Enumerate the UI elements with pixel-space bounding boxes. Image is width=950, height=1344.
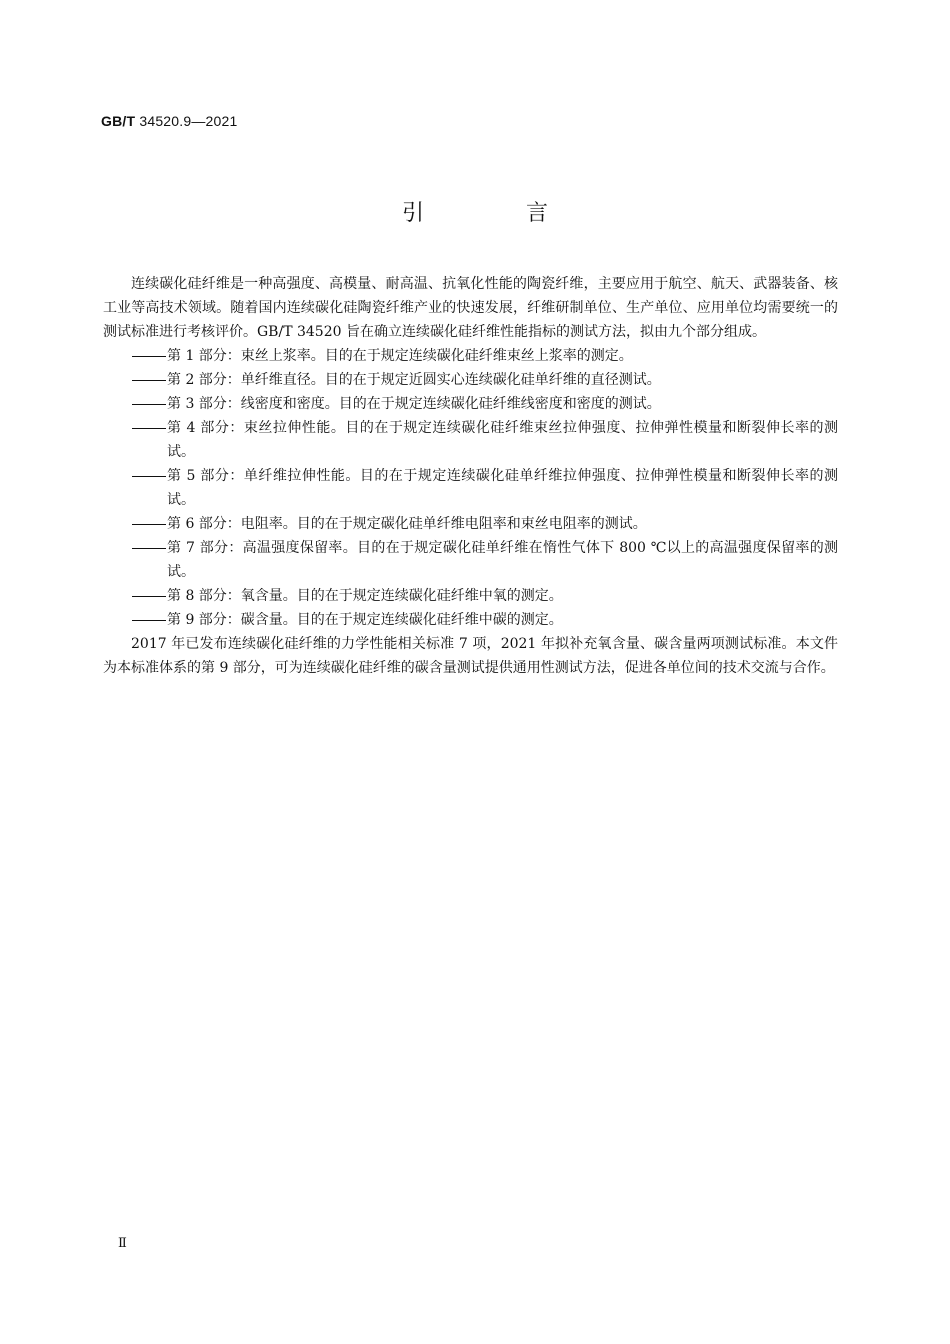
list-item xyxy=(103,344,838,368)
document-body xyxy=(103,272,838,680)
list-item xyxy=(103,368,838,392)
list-item xyxy=(103,464,838,512)
list-item-text: 第 4 部分：束丝拉伸性能。目的在于规定连续碳化硅纤维束丝拉伸强度、拉伸弹性模量和断裂伸长率的测试。 xyxy=(167,420,838,460)
list-item-text: 第 3 部分：线密度和密度。目的在于规定连续碳化硅纤维线密度和密度的测试。 xyxy=(167,396,661,412)
list-item-text: 第 6 部分：电阻率。目的在于规定碳化硅单纤维电阻率和束丝电阻率的测试。 xyxy=(167,516,647,532)
list-item xyxy=(103,416,838,464)
list-item-text: 第 1 部分：束丝上浆率。目的在于规定连续碳化硅纤维束丝上浆率的测定。 xyxy=(167,348,633,364)
standard-number: 34520.9—2021 xyxy=(139,113,238,129)
list-item-text: 第 8 部分：氧含量。目的在于规定连续碳化硅纤维中氧的测定。 xyxy=(167,588,563,604)
standard-prefix: GB/T xyxy=(101,113,136,129)
list-item-text: 第 7 部分：高温强度保留率。目的在于规定碳化硅单纤维在惰性气体下 800 ℃以上的高温强度保留率的测试。 xyxy=(167,540,838,580)
list-item xyxy=(103,392,838,416)
parts-list xyxy=(103,344,838,632)
list-item xyxy=(103,584,838,608)
page-number: Ⅱ xyxy=(118,1236,127,1251)
standard-code xyxy=(101,113,238,129)
intro-paragraph: 连续碳化硅纤维是一种高强度、高模量、耐高温、抗氧化性能的陶瓷纤维，主要应用于航空、航天、武器装备、核工业等高技术领域。随着国内连续碳化硅陶瓷纤维产业的快速发展，纤维研制单位、生产单位、应用单位均需要统一的测试标准进行考核评价。GB/T 34520 旨在确立连续碳化硅纤维性能指标的测试方法，拟由九个部分组成。 xyxy=(103,276,838,340)
list-item-text: 第 5 部分：单纤维拉伸性能。目的在于规定连续碳化硅单纤维拉伸强度、拉伸弹性模量和断裂伸长率的测试。 xyxy=(167,468,838,508)
list-item-text: 第 2 部分：单纤维直径。目的在于规定近圆实心连续碳化硅单纤维的直径测试。 xyxy=(167,372,661,388)
closing-paragraph: 2017 年已发布连续碳化硅纤维的力学性能相关标准 7 项，2021 年拟补充氧含量、碳含量两项测试标准。本文件为本标准体系的第 9 部分，可为连续碳化硅纤维的碳含量测试提供通用性测试方法，促进各单位间的技术交流与合作。 xyxy=(103,636,838,676)
list-item-text: 第 9 部分：碳含量。目的在于规定连续碳化硅纤维中碳的测定。 xyxy=(167,612,563,628)
page-title: 引 言 xyxy=(401,201,588,226)
list-item xyxy=(103,512,838,536)
list-item xyxy=(103,536,838,584)
list-item xyxy=(103,608,838,632)
